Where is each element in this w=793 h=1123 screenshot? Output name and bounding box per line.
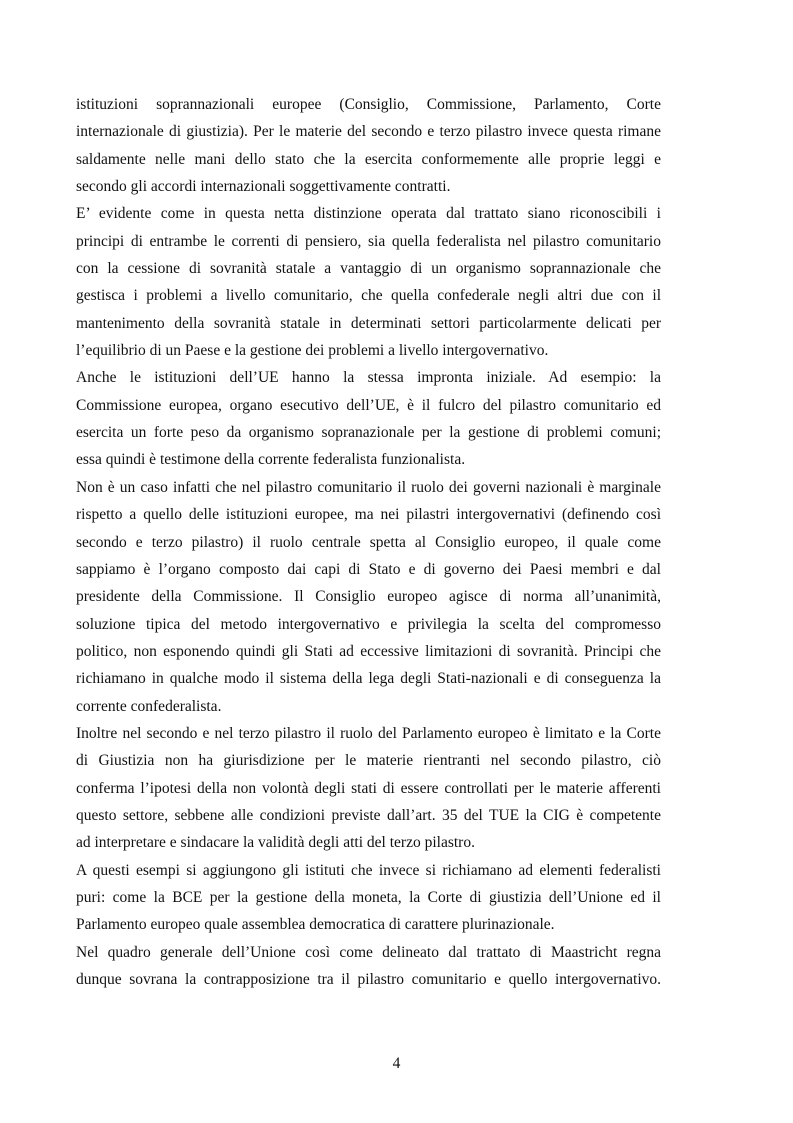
text-line: di Giustizia non ha giurisdizione per le materie rientranti nel secondo pilastro, ciò: [76, 752, 661, 770]
text-line: l’equilibrio di un Paese e la gestione dei problemi a livello intergovernativo.: [76, 342, 549, 360]
text-line: sappiamo è l’organo composto dai capi di Stato e di governo dei Paesi membri e dal: [76, 560, 661, 578]
text-line: secondo gli accordi internazionali soggettivamente contratti.: [76, 178, 451, 196]
text-line: soluzione tipica del metodo intergovernativo e privilegia la scelta del compromesso: [76, 615, 661, 633]
text-line: Non è un caso infatti che nel pilastro comunitario il ruolo dei governi nazionali è marginale: [76, 478, 661, 496]
text-line: saldamente nelle mani dello stato che la esercita conformemente alle proprie leggi e: [76, 150, 661, 168]
text-line: con la cessione di sovranità statale a vantaggio di un organismo soprannazionale che: [76, 260, 661, 278]
text-line: puri: come la BCE per la gestione della moneta, la Corte di giustizia dell’Unione ed il: [76, 888, 661, 906]
text-line: mantenimento della sovranità statale in determinati settori particolarmente delicati per: [76, 314, 661, 332]
text-line: Commissione europea, organo esecutivo dell’UE, è il fulcro del pilastro comunitario ed: [76, 396, 661, 414]
text-line: internazionale di giustizia). Per le materie del secondo e terzo pilastro invece questa rimane: [76, 123, 661, 141]
text-line: politico, non esponendo quindi gli Stati ad eccessive limitazioni di sovranità. Principi che: [76, 642, 661, 660]
text-line: Inoltre nel secondo e nel terzo pilastro il ruolo del Parlamento europeo è limitato e la Corte: [76, 724, 661, 742]
text-line: istituzioni soprannazionali europee (Consiglio, Commissione, Parlamento, Corte: [76, 96, 661, 113]
text-line: corrente confederalista.: [76, 697, 222, 715]
text-line: questo settore, sebbene alle condizioni previste dall’art. 35 del TUE la CIG è competente: [76, 806, 661, 824]
text-line: gestisca i problemi a livello comunitario, che quella confederale negli altri due con il: [76, 287, 661, 305]
text-line: esercita un forte peso da organismo sopranazionale per la gestione di problemi comuni;: [76, 424, 661, 442]
text-line: essa quindi è testimone della corrente federalista funzionalista.: [76, 451, 466, 469]
text-line: Nel quadro generale dell’Unione così come delineato dal trattato di Maastricht regna: [76, 943, 661, 961]
text-line: Parlamento europeo quale assemblea democratica di carattere plurinazionale.: [76, 916, 555, 934]
text-line: principi di entrambe le correnti di pensiero, sia quella federalista nel pilastro comunitario: [76, 232, 661, 250]
text-line: secondo e terzo pilastro) il ruolo centrale spetta al Consiglio europeo, il quale come: [76, 533, 661, 551]
page-number: 4: [392, 1055, 401, 1072]
text-line: dunque sovrana la contrapposizione tra il pilastro comunitario e quello intergovernativo.: [76, 971, 661, 988]
text-line: rispetto a quello delle istituzioni europee, ma nei pilastri intergovernativi (definendo così: [76, 506, 661, 524]
text-line: ad interpretare e sindacare la validità degli atti del terzo pilastro.: [76, 834, 475, 852]
text-line: A questi esempi si aggiungono gli istituti che invece si richiamano ad elementi federalisti: [76, 861, 661, 879]
body-text: [76, 91, 661, 993]
text-line: conferma l’ipotesi della non volontà degli stati di essere controllati per le materie afferenti: [76, 779, 661, 797]
text-line: E’ evidente come in questa netta distinzione operata dal trattato siano riconoscibili i: [76, 205, 661, 223]
text-line: Anche le istituzioni dell’UE hanno la stessa impronta iniziale. Ad esempio: la: [76, 369, 661, 387]
text-line: richiamano in qualche modo il sistema della lega degli Stati-nazionali e di conseguenza la: [76, 670, 661, 688]
text-line: presidente della Commissione. Il Consiglio europeo agisce di norma all’unanimità,: [76, 588, 661, 606]
